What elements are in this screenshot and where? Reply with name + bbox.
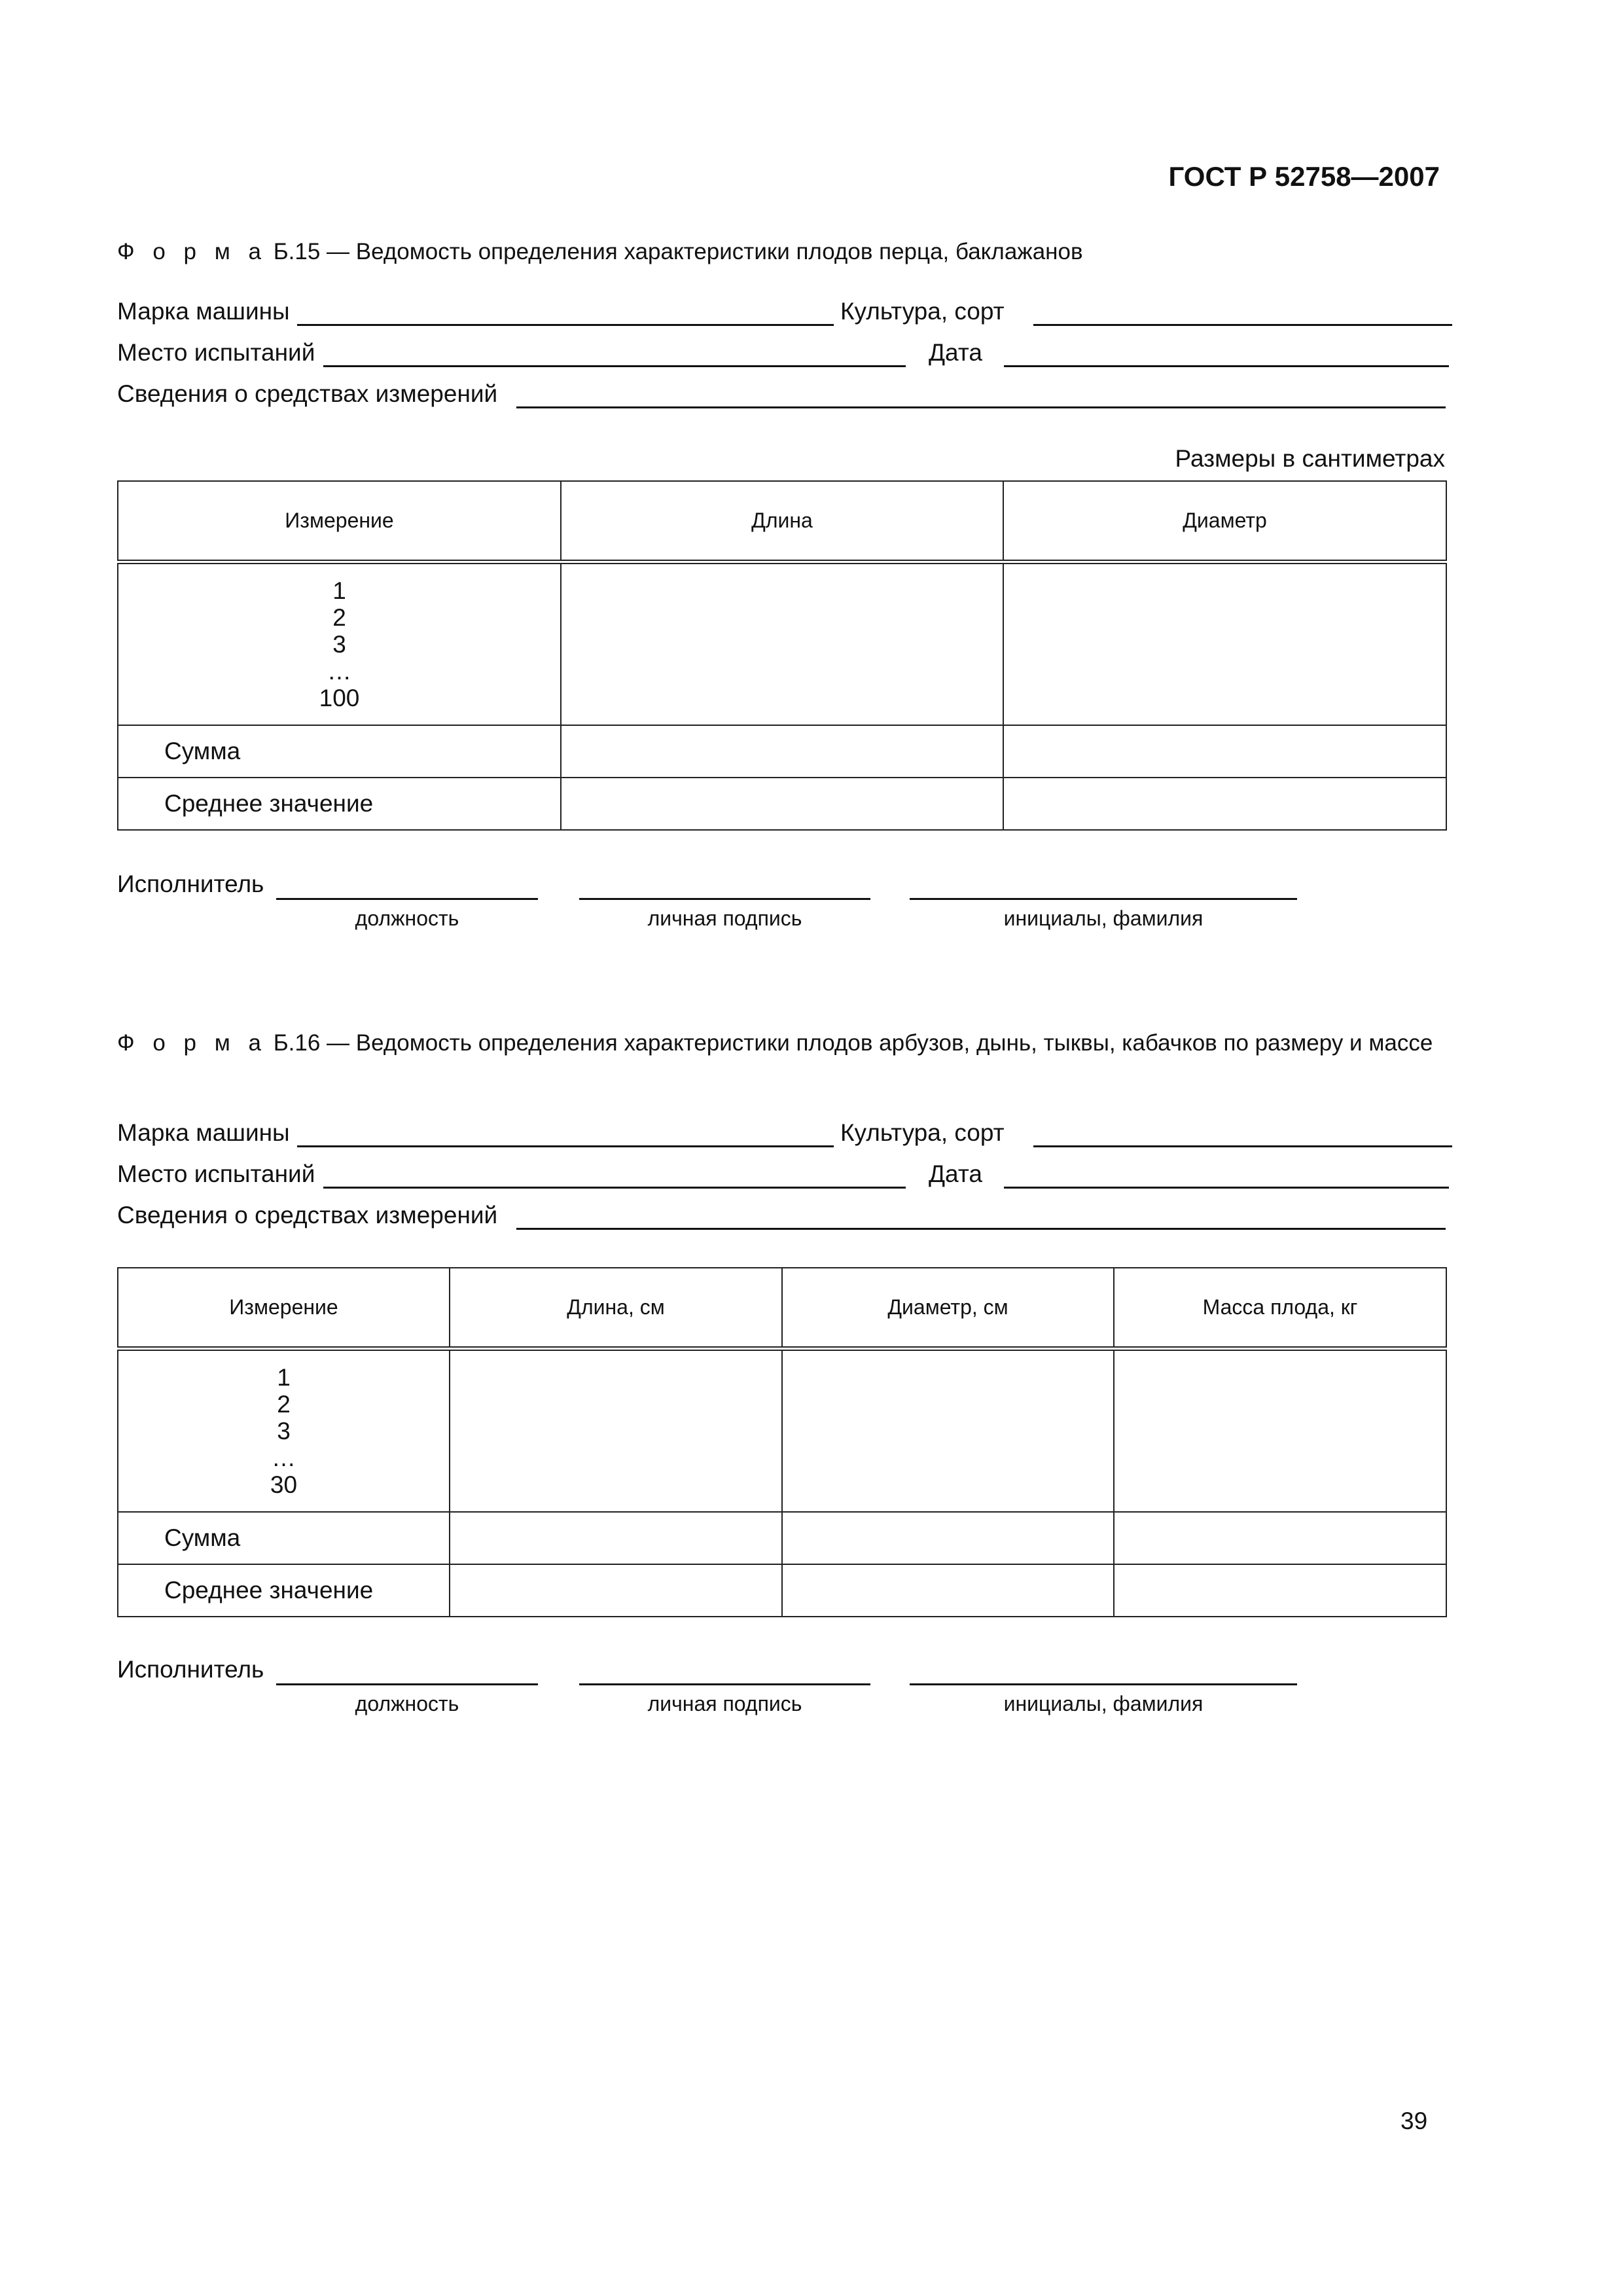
form-b16-field-row-1 — [117, 1119, 1452, 1152]
machine-brand-field[interactable] — [297, 324, 834, 326]
table-cell[interactable] — [450, 1564, 782, 1617]
form-b15-title — [117, 237, 1446, 266]
column-header-diameter: Диаметр, см — [782, 1268, 1114, 1348]
signature-caption: личная подпись — [647, 1692, 802, 1715]
measurement-index-list — [118, 562, 561, 725]
row-label-mean: Среднее значение — [118, 778, 561, 830]
name-field[interactable] — [910, 1683, 1297, 1685]
date-label: Дата — [929, 339, 982, 366]
index-item: 100 — [319, 684, 360, 711]
test-site-field[interactable] — [323, 365, 906, 367]
table-cell[interactable] — [450, 1348, 782, 1512]
table-cell[interactable] — [450, 1512, 782, 1564]
table-cell[interactable] — [561, 725, 1003, 778]
signature-field[interactable] — [579, 1683, 870, 1685]
measuring-means-field[interactable] — [516, 1228, 1446, 1230]
index-item: 30 — [270, 1471, 298, 1498]
form-b16-field-row-3 — [117, 1202, 1452, 1234]
machine-brand-field[interactable] — [297, 1145, 834, 1147]
form-b16-table — [117, 1267, 1447, 1617]
position-caption: должность — [355, 906, 459, 930]
index-item: … — [272, 1444, 296, 1471]
test-site-label: Место испытаний — [117, 339, 315, 366]
machine-brand-label: Марка машины — [117, 298, 290, 325]
crop-variety-label: Культура, сорт — [840, 298, 1005, 325]
document-number: ГОСТ Р 52758—2007 — [1168, 161, 1440, 192]
test-site-label: Место испытаний — [117, 1160, 315, 1187]
measuring-means-field[interactable] — [516, 406, 1446, 408]
index-item: 1 — [277, 1363, 291, 1391]
table-cell[interactable] — [1114, 1564, 1446, 1617]
position-caption: должность — [355, 1692, 459, 1715]
table-cell[interactable] — [1003, 778, 1446, 830]
signature-field[interactable] — [579, 898, 870, 900]
table-cell[interactable] — [1114, 1348, 1446, 1512]
table-cell[interactable] — [1003, 725, 1446, 778]
table-cell[interactable] — [782, 1512, 1114, 1564]
index-item: 3 — [277, 1417, 291, 1444]
form-b15-field-row-1 — [117, 298, 1452, 331]
table-cell[interactable] — [561, 562, 1003, 725]
form-title-text: Б.15 — Ведомость определения характеристики плодов перца, баклажанов — [273, 239, 1083, 264]
index-item: 2 — [277, 1390, 291, 1418]
form-prefix: Ф о р м а — [117, 1030, 267, 1056]
name-caption: инициалы, фамилия — [1003, 906, 1204, 930]
column-header-measurement: Измерение — [118, 1268, 450, 1348]
form-b16-field-row-2 — [117, 1160, 1452, 1193]
date-label: Дата — [929, 1160, 982, 1187]
name-caption: инициалы, фамилия — [1003, 1692, 1204, 1715]
table-cell[interactable] — [1114, 1512, 1446, 1564]
form-b15-field-row-3 — [117, 380, 1452, 413]
form-b15-table — [117, 480, 1447, 831]
performer-label: Исполнитель — [117, 1656, 264, 1683]
form-title-text: Б.16 — Ведомость определения характеристики плодов арбузов, дынь, тыквы, кабачков по размеру и массе — [273, 1030, 1433, 1056]
index-item: 3 — [332, 630, 346, 658]
date-field[interactable] — [1004, 1187, 1449, 1189]
performer-label: Исполнитель — [117, 870, 264, 897]
table-cell[interactable] — [782, 1348, 1114, 1512]
form-b15-field-row-2 — [117, 339, 1452, 372]
machine-brand-label: Марка машины — [117, 1119, 290, 1146]
test-site-field[interactable] — [323, 1187, 906, 1189]
crop-variety-label: Культура, сорт — [840, 1119, 1005, 1146]
crop-variety-field[interactable] — [1033, 324, 1452, 326]
measuring-means-label: Сведения о средствах измерений — [117, 380, 498, 407]
row-label-sum: Сумма — [118, 1512, 450, 1564]
name-field[interactable] — [910, 898, 1297, 900]
index-item: 1 — [332, 577, 346, 604]
row-label-mean: Среднее значение — [118, 1564, 450, 1617]
form-prefix: Ф о р м а — [117, 239, 267, 264]
signature-caption: личная подпись — [647, 906, 802, 930]
date-field[interactable] — [1004, 365, 1449, 367]
table-cell[interactable] — [1003, 562, 1446, 725]
index-item: 2 — [332, 603, 346, 631]
index-item: … — [327, 657, 351, 685]
form-b16-title — [117, 1028, 1446, 1058]
column-header-measurement: Измерение — [118, 481, 561, 562]
crop-variety-field[interactable] — [1033, 1145, 1452, 1147]
column-header-length: Длина — [561, 481, 1003, 562]
measuring-means-label: Сведения о средствах измерений — [117, 1202, 498, 1229]
position-field[interactable] — [276, 898, 538, 900]
table-cell[interactable] — [561, 778, 1003, 830]
page-number: 39 — [1400, 2108, 1428, 2134]
row-label-sum: Сумма — [118, 725, 561, 778]
position-field[interactable] — [276, 1683, 538, 1685]
table-cell[interactable] — [782, 1564, 1114, 1617]
column-header-mass: Масса плода, кг — [1114, 1268, 1446, 1348]
units-note: Размеры в сантиметрах — [1175, 445, 1445, 472]
column-header-diameter: Диаметр — [1003, 481, 1446, 562]
measurement-index-list — [118, 1348, 450, 1512]
column-header-length: Длина, см — [450, 1268, 782, 1348]
